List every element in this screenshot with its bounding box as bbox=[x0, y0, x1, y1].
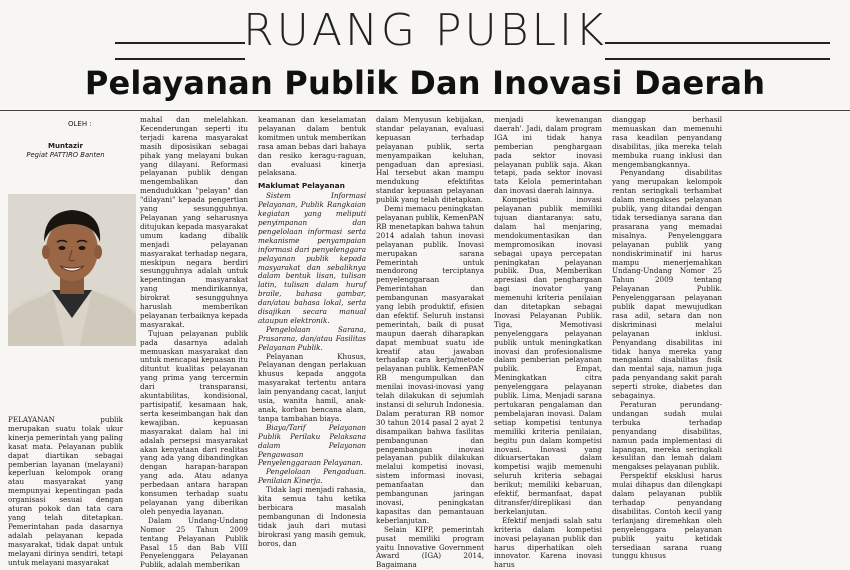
paragraph: Selain KIPP, pemerintah pusat memiliki program yaitu Innovative Government Award (IGA) 2014, Bagaimana bbox=[376, 524, 484, 570]
article-column-2 bbox=[140, 115, 248, 570]
paragraph: Pengelolaan Sarana, Prasarana, dan/atau Fasilitas Pelayanan Publik. bbox=[258, 324, 366, 352]
paragraph: Perspektif eksklusi harus mulai dihapus dan dilengkapi dalam pelayanan publik terhadap penyandang disabilitas. Contoh kecil yang terlanjang diremehkan oleh penyelenggara pelayanan publik yaitu ketidak tersediaan sarana ruang tunggu khusus bbox=[612, 471, 722, 561]
author-title: Pegiat PATTIRO Banten bbox=[26, 150, 105, 159]
paragraph: Pelayanan Khusus, Pelayanan dengan perlakuan khusus kepada anggota masyarakat tertentu antara lain penyandang cacat, lanjut usia, wanita hamil, anak-anak, korban bencana alam, tanpa tambahan biaya. bbox=[258, 351, 366, 423]
subheading-maklumat-pelayanan: Maklumat Pelayanan bbox=[258, 181, 345, 191]
author-byline-label: OLEH : bbox=[68, 120, 92, 128]
paragraph: Demi memacu peningkatan pelayanan publik, KemenPAN RB menetapkan bahwa tahun 2014 adalah tahun inovasi pelayanan publik. Inovasi merupakan sarana Pemerintah untuk mendorong terciptanya penyelenggaraan Pemerintahan dan pembangunan masyarakat yang lebih produktif, efisien dan efektif. Seluruh instansi pemerintah, baik di pusat maupun daerah diharapkan dapat membuat suatu ide kreatif atau jawaban terhadap cara kerja/metode pelayanan publik. KemenPAN RB mengumpulkan dan menilai inovasi-inovasi yang telah dilakukan di sejumlah instansi di seluruh Indonesia. Dalam peraturan RB nomor 30 tahun 2014 pasal 2 ayat 2 disampaikan bahwa fasilitas pembangunan dan pengembangan inovasi pelayanan publik dilakukan melalui kompetisi inovasi, sistem informasi inovasi, pemanfaatan dan pembangunan jaringan inovasi, peningkatan kapasitas dan pemantauan keberlanjutan. bbox=[376, 204, 484, 525]
paragraph: Kompetisi inovasi pelayanan publik memiliki tujuan diantaranya: satu, dalam hal menjaring, mendokumentasikan dan mempromosikan inovasi sebagai upaya percepatan peningkatan pelayanan publik. Dua, Memberikan apresiasi dan penghargaan bagi inovator yang memenuhi kriteria penilaian dan ditetapkan sebagai Inovasi Pelayanan Publik. Tiga, Memotivasi penyelenggara pelayanan publik untuk meningkatkan inovasi dan profesionalisme dalam pemberian pelayanan publik. Empat, Meningkatkan citra penyelenggara pelayanan publik. Lima, Menjadi sarana pertukaran pengalaman dan pembelajaran inovasi. Dalam setiap kompetisi tentunya memiliki kriteria penilaian, begitu pun dalam kompetisi inovasi. Inovasi yang dikuarsertakan dalam kompetisi wajib memenuhi seluruh kriteria sebagai berikut; memiliki kebaruan, efektif, bermanfaat, dapat ditransfer/direplikasi dan berkelanjutan. bbox=[494, 195, 602, 516]
paragraph: menjadi kewenangan daerah'. Jadi, dalam program IGA ini tidak hanya pemberian penghargaan pada sektor inovasi pelayanan publik saja. Akan tetapi, pada sektor inovasi tata Kelola pemerintahan dan inovasi daerah lainnya. bbox=[494, 115, 602, 196]
paragraph: dalam Menyusun kebijakan, standar pelayanan, evaluasi kepuasan terhadap pelayanan publik, serta menyampaikan keluhan, pengaduan dan apresiasi. Hal tersebut akan mampu mendukung efektifitas standar kepuasan pelayanan publik yang telah ditetapkan. bbox=[376, 115, 484, 205]
paragraph: Tujuan pelayanan publik pada dasarnya adalah memuaskan masyarakat dan untuk mencapai kepuasan itu dituntut kualitas pelayanan yang prima yang tercermin dari transparansi, akuntabilitas, kondisional, partisipatif, kesamaan hak, serta keseimbangan hak dan kewajiban. kepuasan masyarakat dalam hal ini adalah persepsi masyarakat akan kenyataan dari realitas yang ada yang dibandingkan dengan harapan-harapan yang ada. Atau adanya perbedaan antara harapan konsumen terhadap suatu pelayanan yang diberikan oleh penyedia layanan. bbox=[140, 328, 248, 516]
article-column-4 bbox=[376, 115, 484, 570]
paragraph: keamanan dan keselamatan pelayanan dalam bentuk komitmen untuk memberikan rasa aman bebas dari bahaya dan resiko keragu-raguan, dan evaluasi kinerja pelaksana. bbox=[258, 115, 366, 178]
paragraph: Efektif menjadi salah satu kriteria dalam kompetisi inovasi pelayanan publik dan harus diperhatikan oleh innovator. Karena inovasi harus bbox=[494, 515, 602, 570]
article-column-1-body bbox=[8, 415, 123, 567]
author-photo bbox=[8, 194, 136, 346]
paragraph: Peraturan perundang-undangan sudah mulai terbuka terhadap penyandang disabilitas, namun pada implementasi di lapangan, mereka seringkali kesulitan dan lemah dalam mengakses pelayanan publik. bbox=[612, 400, 722, 472]
author-name: Muntazir bbox=[48, 141, 83, 150]
paragraph: dianggap berhasil memuaskan dan memenuhi rasa keadilan penyandang disabilitas, jika mereka telah membuka ruang inklusi dan mengembangkannya. bbox=[612, 115, 722, 169]
paragraph: mahal dan melelahkan. Kecenderungan seperti itu terjadi karena masyarakat masih diposisikan sebagai pihak yang melayani bukan yang dilayani. Reformasi pelayanan publik dengan mengembalikan dan mendudukkan "pelayan" dan "dilayani" kepada pengertian yang sesungguhnya. Pelayanan yang seharusnya ditujukan kepada masyarakat umum kadang dibalik menjadi pelayanan masyarakat terhadap negara, meskipun negara berdiri sesungguhnya adalah untuk kepentingan masyarakat yang mendirikannya, birokrat sesungguhnya haruslah memberikan pelayanan terbaiknya kepada masyarakat. bbox=[140, 115, 248, 329]
paragraph: Pengelolaan Pengaduan. Penilaian Kinerja. bbox=[258, 467, 366, 486]
paragraph: Tidak lagi menjadi rahasia, kita semua tahu ketika berbicara masalah pembangunan di Indonesia tidak jauh dari mutasi birokrasi yang masih gemuk, boros, dan bbox=[258, 485, 366, 548]
paragraph: Dalam Undang-Undang Nomor 25 Tahun 2009 tentang Pelayanan Publik Pasal 15 dan Bab VIII Penyelenggara Pelayanan Publik, adalah memberikan bbox=[140, 515, 248, 570]
article-column-3 bbox=[258, 116, 366, 560]
article-column-5 bbox=[494, 115, 602, 570]
author-portrait-image bbox=[8, 194, 136, 346]
headline-divider bbox=[0, 110, 850, 111]
article-column-6 bbox=[612, 116, 722, 560]
author-block bbox=[8, 120, 123, 160]
paragraph: Penyandang disabilitas yang merupakan kelompok rentan seringkali terhambat dalam mengakses pelayanan publik, yang ditandai dengan tidak tersedianya sarana dan prasarana yang memadai misalnya. Penyelenggara pelayanan publik yang nondiskriminatif ini harus mampu menerjemahkan Undang-Undang Nomor 25 Tahun 2009 tentang Pelayanan Publik. Penyelenggaraan pelayanan publik dapat mewujudkan rasa adil, setara dan non diskriminasi melalui pelayanan inklusi. Penyandang disabilitas ini tidak hanya mereka yang mengalami disabilitas fisik dan mental saja, namun juga pada penyandang sakit parah seperti stroke, diabetes dan sebagainya. bbox=[612, 168, 722, 401]
paragraph: Biaya/Tarif Pelayanan Publik Perilaku Pelaksana dalam Pelayanan Pengawasan Penyelenggaraan Pelayanan. bbox=[258, 422, 366, 468]
lead-paragraph: PELAYANAN publik merupakan suatu tolak ukur kinerja pemerintah yang paling kasat mata. Pelayanan publik dapat diartikan sebagai pemberian layanan (melayani) keperluan kelompok orang atau masyarakat yang mempunyai kepentingan pada organisasi sesuai dengan aturan pokok dan tata cara yang telah ditetapkan. Pemerintahan pada dasarnya adalah pelayanan kepada masyarakat, tidak dapat untuk melayani dirinya sendiri, tetapi untuk melayani masyarakat bbox=[8, 415, 123, 567]
article-headline: Pelayanan Publik Dan Inovasi Daerah bbox=[84, 64, 766, 102]
section-rubric: RUANG PUBLIK bbox=[243, 5, 607, 56]
paragraph: Sistem Informasi Pelayanan, Publik Rangkaian kegiatan yang meliputi penyimpanan dan pengelolaan informasi serta mekanisme penyampaian informasi dari penyelenggara pelayanan publik kepada masyarakat dan sebaliknya dalam bentuk lisan, tulisan latin, tulisan dalam huruf braile, bahasa gambar, dan/atau bahasa lokal, serta disajikan secara manual ataupun elektronik. bbox=[258, 191, 366, 325]
